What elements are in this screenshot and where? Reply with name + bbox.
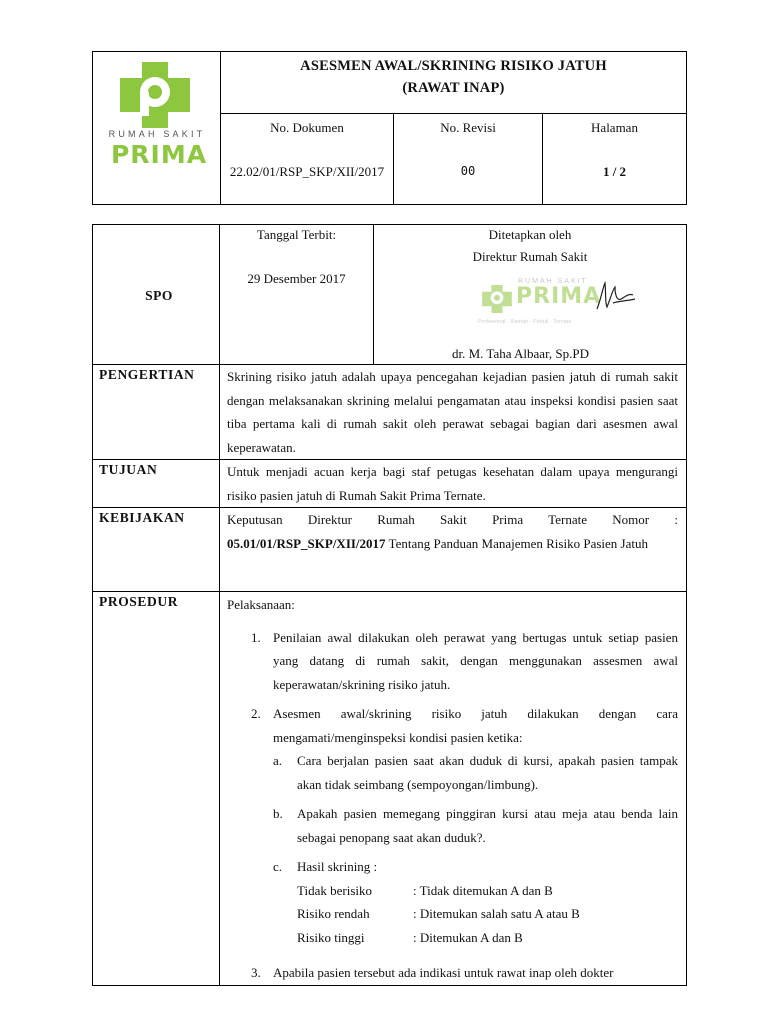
step-text: Asesmen awal/skrining risiko jatuh dilakukan dengan cara mengamati/menginspeksi kondisi pasien ketika: — [273, 706, 678, 745]
pengertian-label: PENGERTIAN — [93, 365, 220, 460]
result-value: : Ditemukan salah satu A atau B — [413, 906, 580, 921]
result-label: Risiko tinggi — [297, 929, 365, 945]
page-label: Halaman — [591, 120, 638, 135]
procedure-substep-c — [227, 855, 678, 879]
step-number: 1. — [251, 629, 261, 645]
result-value: : Ditemukan A dan B — [413, 929, 523, 945]
screening-result-row — [227, 879, 678, 903]
result-label: Tidak berisiko — [297, 882, 372, 898]
kebijakan-text-pre: Keputusan Direktur Rumah Sakit Prima Ternate Nomor : — [227, 512, 678, 527]
revision-cell — [394, 114, 543, 205]
substep-letter: c. — [273, 859, 283, 874]
kebijakan-text-post: Tentang Panduan Manajemen Risiko Pasien Jatuh — [385, 535, 648, 551]
issue-date-label: Tanggal Terbit: — [256, 227, 337, 242]
stamp-name: PRIMA — [516, 284, 602, 309]
prosedur-content — [220, 592, 687, 986]
procedure-substep-b — [227, 802, 678, 849]
issue-date-cell — [220, 225, 374, 365]
approved-by-label: Ditetapkan oleh — [488, 227, 572, 242]
screening-result-row — [227, 926, 678, 950]
spo-table — [92, 224, 687, 986]
result-value: : Tidak ditemukan A dan B — [413, 882, 553, 898]
substep-letter: b. — [273, 806, 283, 821]
tujuan-text: Untuk menjadi acuan kerja bagi staf petugas kesehatan dalam upaya mengurangi risiko pasien jatuh di Rumah Sakit Prima Ternate. — [220, 460, 687, 508]
substep-letter: a. — [273, 753, 283, 768]
hospital-cross-icon — [120, 62, 190, 128]
title-line-2: (RAWAT INAP) — [402, 80, 505, 96]
tujuan-label: TUJUAN — [93, 460, 220, 508]
procedure-substep-a — [227, 749, 678, 796]
kebijakan-label: KEBIJAKAN — [93, 508, 220, 592]
screening-result-row — [227, 902, 678, 926]
kebijakan-text — [220, 508, 687, 592]
revision-label: No. Revisi — [440, 120, 496, 135]
step-number: 3. — [251, 965, 261, 980]
page-cell — [543, 114, 687, 205]
hospital-logo — [93, 52, 221, 205]
doc-number-value: 22.02/01/RSP_SKP/XII/2017 — [229, 164, 385, 179]
stamp-subtitle: RUMAH SAKIT — [518, 278, 588, 285]
signer-name: dr. M. Taha Albaar, Sp.PD — [452, 346, 589, 361]
prosedur-label: PROSEDUR — [93, 592, 220, 986]
title-line-1: ASESMEN AWAL/SKRINING RISIKO JATUH — [300, 58, 607, 74]
document-title — [221, 52, 687, 114]
step-number: 2. — [251, 706, 261, 721]
spo-label: SPO — [93, 225, 220, 365]
result-label: Risiko rendah — [297, 906, 370, 921]
page-value: 1 / 2 — [602, 164, 627, 179]
procedure-step-3 — [227, 961, 678, 985]
substep-text: Apakah pasien memegang pinggiran kursi atau meja atau benda lain sebagai penopang saat akan duduk?. — [297, 806, 678, 845]
issue-date-value: 29 Desember 2017 — [247, 271, 346, 286]
stamp-tagline: Profesional · Ramah · Peduli · Ternate — [478, 319, 572, 325]
kebijakan-decree-number: 05.01/01/RSP_SKP/XII/2017 — [227, 535, 386, 551]
approval-cell — [374, 225, 687, 365]
prosedur-heading: Pelaksanaan: — [227, 597, 295, 612]
procedure-step-1 — [227, 626, 678, 697]
director-title: Direktur Rumah Sakit — [472, 249, 588, 264]
substep-text: Hasil skrining : — [297, 859, 378, 874]
stamp-cross-icon — [482, 285, 512, 313]
revision-value: 00 — [460, 164, 476, 178]
logo-name: PRIMA — [110, 140, 208, 169]
pengertian-text: Skrining risiko jatuh adalah upaya pencegahan kejadian pasien jatuh di rumah sakit dengan melaksanakan skrining melalui pengamatan atau inspeksi kondisi pasien saat tiba pertama kali di rumah sakit oleh perawat sebagai bagian dari asesmen awal keperawatan. — [220, 365, 687, 460]
procedure-step-2 — [227, 702, 678, 749]
director-signature — [593, 279, 637, 313]
doc-number-cell — [221, 114, 394, 205]
step-text: Penilaian awal dilakukan oleh perawat yang bertugas untuk setiap pasien yang datang di rumah sakit, dengan menggunakan assesmen awal keperawatan/skrining risiko jatuh. — [273, 629, 678, 692]
logo-subtitle: RUMAH SAKIT — [108, 129, 206, 139]
document-header — [92, 51, 687, 205]
substep-text: Cara berjalan pasien saat akan duduk di kursi, apakah pasien tampak akan tidak seimbang (sempoyongan/limbung). — [297, 753, 678, 792]
step-text: Apabila pasien tersebut ada indikasi untuk rawat inap oleh dokter — [273, 965, 614, 980]
doc-number-label: No. Dokumen — [270, 120, 344, 135]
